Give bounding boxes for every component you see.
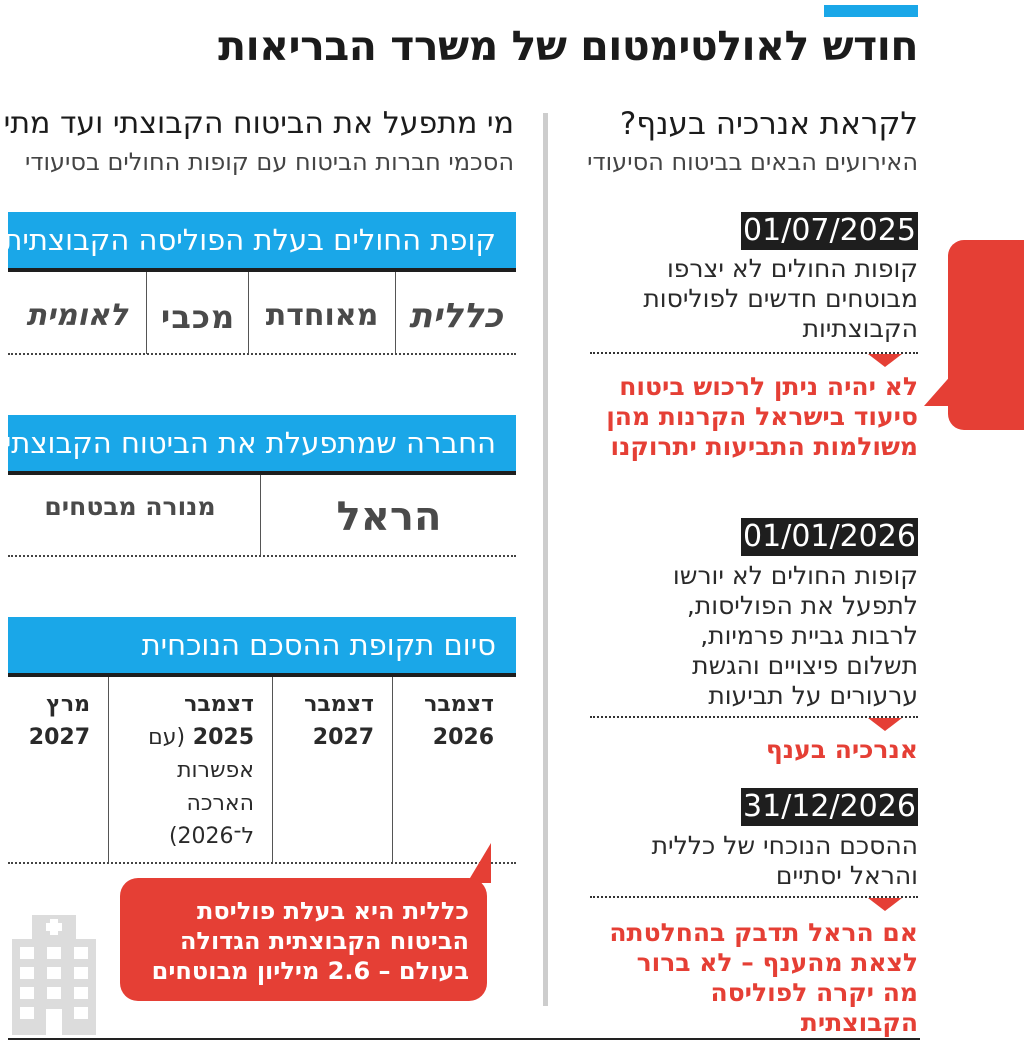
term-note: (עם אפשרות הארכה ל־2026) <box>148 725 254 849</box>
section-rule <box>8 268 516 272</box>
event-description: קופות החולים לא יצרפו מבוטחים חדשים לפוליסות הקבוצתיות <box>643 254 918 343</box>
term-month: דצמבר <box>424 692 494 717</box>
leumit-logo: לאומית <box>26 298 128 333</box>
hospital-building-icon <box>8 911 100 1035</box>
meuhedet-logo: מאוחדת <box>265 298 379 333</box>
clalit-logo: כללית <box>409 296 503 336</box>
operators-subheading: הסכמי חברות הביטוח עם קופות החולים בסיעודי <box>25 148 514 176</box>
term-cell-maccabi <box>126 688 254 853</box>
event-description: קופות החולים לא יורשו לתפעל את הפוליסות, לרבות גביית פרמיות, תשלום פיצויים והגשת ערעורים על תביעות <box>672 561 918 710</box>
cell-divider <box>395 272 396 354</box>
arrow-down-icon <box>868 898 902 911</box>
term-year: 2026 <box>432 725 494 750</box>
term-section-header: סיום תקופת ההסכם הנוכחית <box>8 617 516 673</box>
cell-divider <box>248 272 249 354</box>
arrow-down-icon <box>868 718 902 731</box>
event-consequence: לא יהיה ניתן לרכוש ביטוח סיעוד בישראל הקרנות מהן משולמות התביעות יתרוקנו <box>606 372 918 461</box>
callout-bubble: כללית היא בעלת פוליסת הביטוח הקבוצתית הגדולה בעולם – 2.6 מיליון מבוטחים <box>120 878 487 1001</box>
event-date-badge: 01/01/2026 <box>741 518 918 556</box>
side-bubble-line <box>992 292 1024 322</box>
side-bubble-line <box>992 322 1024 352</box>
term-year: 2025 <box>192 725 254 750</box>
operator-section-header: החברה שמתפעלת את הביטוח הקבוצתי <box>8 415 516 471</box>
section-rule <box>8 471 516 475</box>
term-year: 2027 <box>312 725 374 750</box>
maccabi-logo: מכבי <box>160 298 236 336</box>
timeline-heading: לקראת אנרכיה בענף? <box>619 106 918 142</box>
term-month: דצמבר <box>304 692 374 717</box>
harel-logo: הראל <box>336 494 442 540</box>
menora-logo: מנורה מבטחים <box>44 492 216 521</box>
cell-divider <box>108 677 109 863</box>
side-bubble-line <box>992 262 1024 292</box>
page-title: חודש לאולטימטום של משרד הבריאות <box>218 22 918 70</box>
term-cell-clalit <box>384 688 494 754</box>
timeline-subheading: האירועים הבאים בביטוח הסיעודי <box>587 148 918 176</box>
section-rule <box>8 673 516 677</box>
event-description: ההסכם הנוכחי של כללית והראל יסתיים <box>651 831 918 890</box>
term-month: דצמבר <box>184 692 254 717</box>
title-accent-bar <box>824 5 918 17</box>
section-bottom-divider <box>8 862 516 864</box>
term-month: מרץ <box>46 692 90 717</box>
section-bottom-divider <box>8 353 516 355</box>
arrow-down-icon <box>868 354 902 367</box>
funds-section-header: קופת החולים בעלת הפוליסה הקבוצתית <box>8 212 516 268</box>
term-cell-meuhedet <box>270 688 374 754</box>
term-year: 2027 <box>28 725 90 750</box>
side-bubble-line <box>1006 352 1024 382</box>
column-divider <box>543 113 548 1006</box>
term-cell-leumit <box>10 688 90 754</box>
event-consequence: אם הראל תדבק בהחלטתה לצאת מהענף – לא ברור מה יקרה לפוליסה הקבוצתית <box>609 918 918 1037</box>
event-date-badge: 31/12/2026 <box>741 788 918 826</box>
bottom-rule <box>8 1038 920 1040</box>
callout-bubble-tail <box>467 843 491 883</box>
event-date-badge: 01/07/2025 <box>741 212 918 250</box>
operators-heading: מי מתפעל את הביטוח הקבוצתי ועד מתי <box>3 106 514 141</box>
section-bottom-divider <box>8 555 516 557</box>
event-consequence: אנרכיה בענף <box>765 735 918 764</box>
cell-divider <box>260 475 261 555</box>
cell-divider <box>146 272 147 354</box>
side-callout-bubble <box>948 240 1024 430</box>
side-bubble-line <box>992 382 1024 412</box>
